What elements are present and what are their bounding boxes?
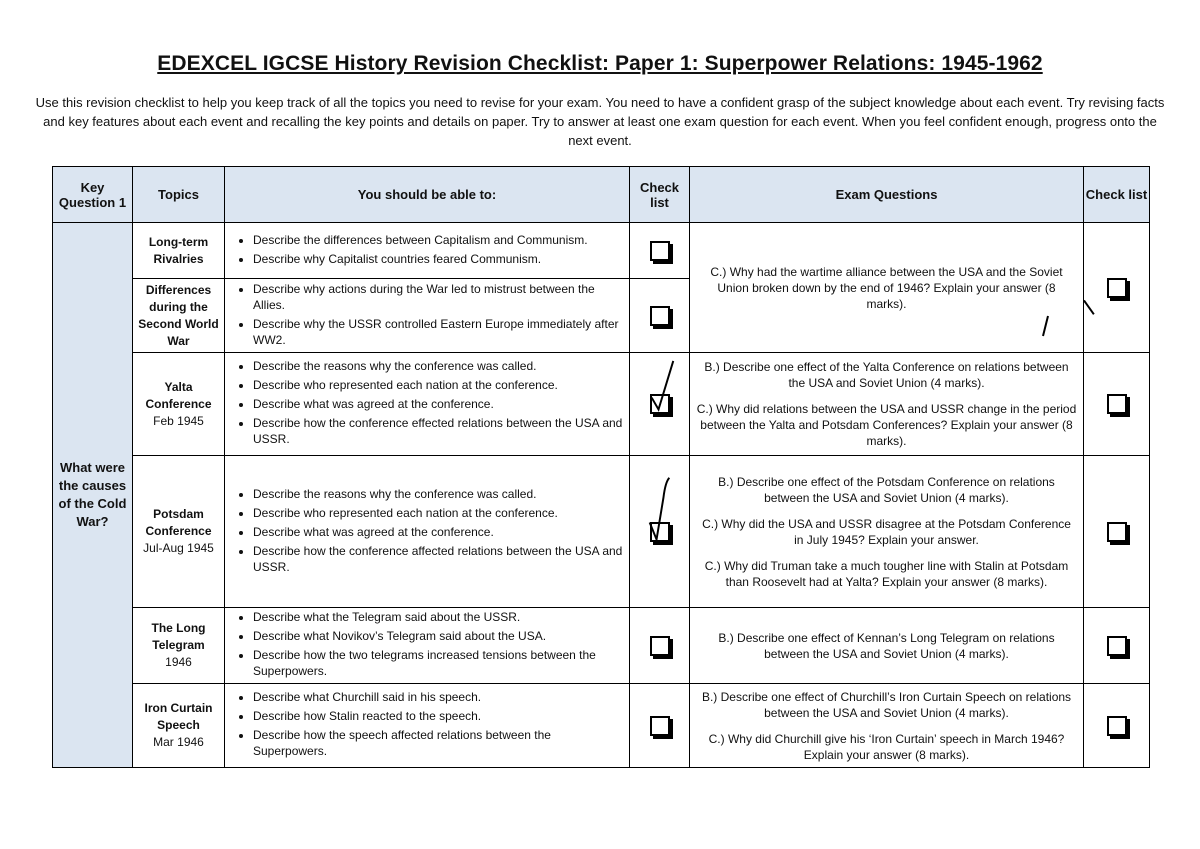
header-topics: Topics <box>133 167 225 223</box>
exam-checkbox-cell[interactable] <box>1084 223 1150 353</box>
checkbox[interactable] <box>650 394 670 414</box>
exam-checkbox-cell[interactable] <box>1084 353 1150 456</box>
key-question-cell: What were the causes of the Cold War? <box>53 223 133 768</box>
topic-cell: Differences during the Second World War <box>133 279 225 353</box>
topic-cell: Potsdam Conference Jul-Aug 1945 <box>133 456 225 608</box>
list-item: • Describe why Capitalist countries feared Communism. <box>253 251 623 267</box>
header-able-to: You should be able to: <box>225 167 630 223</box>
topic-cell: Iron Curtain Speech Mar 1946 <box>133 684 225 768</box>
exam-question-cell: B.) Describe one effect of the Potsdam Conference on relations between the USA and Soviet Union (4 marks). C.) Why did the USA and USSR disagree at the Potsdam Conference in July 1945? Explain your answer. C.) Why did Truman take a much tougher line with Stalin at Potsdam than Roosevelt had at Yalta? Explain your answer (8 marks). <box>690 456 1084 608</box>
header-key-question: Key Question 1 <box>53 167 133 223</box>
header-exam-questions: Exam Questions <box>690 167 1084 223</box>
exam-question-cell: C.) Why had the wartime alliance between the USA and the Soviet Union broken down by the end of 1946? Explain your answer (8 marks). <box>690 223 1084 353</box>
list-item: • Describe what Novikov’s Telegram said about the USA. <box>253 628 623 644</box>
checkbox[interactable] <box>1107 278 1127 298</box>
points-cell <box>225 353 630 456</box>
checkbox[interactable] <box>650 636 670 656</box>
header-checklist: Check list <box>630 167 690 223</box>
checkbox-cell[interactable] <box>630 684 690 768</box>
topic-cell: The Long Telegram 1946 <box>133 608 225 684</box>
points-cell <box>225 456 630 608</box>
points-cell <box>225 223 630 279</box>
points-cell <box>225 608 630 684</box>
checkbox[interactable] <box>1107 522 1127 542</box>
table-row <box>53 608 1150 684</box>
topic-cell: Long-term Rivalries <box>133 223 225 279</box>
checkbox-cell[interactable] <box>630 279 690 353</box>
points-cell <box>225 684 630 768</box>
table-row <box>53 684 1150 768</box>
checkbox[interactable] <box>650 306 670 326</box>
checkbox-cell-checked[interactable] <box>630 353 690 456</box>
list-item: • Describe the differences between Capitalism and Communism. <box>253 232 623 248</box>
list-item: • Describe how the speech affected relations between the Superpowers. <box>253 727 623 759</box>
list-item: • Describe how the conference affected relations between the USA and USSR. <box>253 543 623 575</box>
checkbox-cell-checked[interactable] <box>630 456 690 608</box>
list-item: • Describe who represented each nation at the conference. <box>253 505 623 521</box>
checkbox-cell[interactable] <box>630 608 690 684</box>
intro-paragraph: Use this revision checklist to help you keep track of all the topics you need to revise for your exam. You need to have a confident grasp of the subject knowledge about each event. Try revising facts and key features about each event and recalling the key points and details on paper. Try to answer at least one exam question for each event. When you feel confident enough, progress onto the next event. <box>35 95 1165 148</box>
pen-stroke-icon <box>1036 312 1056 342</box>
checkbox[interactable] <box>1107 716 1127 736</box>
topic-cell: Yalta Conference Feb 1945 <box>133 353 225 456</box>
list-item: • Describe the reasons why the conference was called. <box>253 358 623 374</box>
list-item: • Describe how Stalin reacted to the speech. <box>253 708 623 724</box>
list-item: • Describe what Churchill said in his speech. <box>253 689 623 705</box>
list-item: • Describe who represented each nation at the conference. <box>253 377 623 393</box>
exam-question-cell: B.) Describe one effect of the Yalta Conference on relations between the USA and Soviet Union (4 marks). C.) Why did relations between the USA and USSR change in the period between the Yalta and Potsdam Conferences? Explain your answer (8 marks). <box>690 353 1084 456</box>
list-item: • Describe what the Telegram said about the USSR. <box>253 609 623 625</box>
list-item: • Describe why the USSR controlled Eastern Europe immediately after WW2. <box>253 316 623 348</box>
table-row <box>53 223 1150 279</box>
list-item: • Describe how the two telegrams increased tensions between the Superpowers. <box>253 647 623 679</box>
header-checklist-2: Check list <box>1084 167 1150 223</box>
exam-checkbox-cell[interactable] <box>1084 608 1150 684</box>
exam-checkbox-cell[interactable] <box>1084 456 1150 608</box>
checkbox[interactable] <box>650 716 670 736</box>
exam-checkbox-cell[interactable] <box>1084 684 1150 768</box>
checkbox[interactable] <box>650 241 670 261</box>
checkbox[interactable] <box>650 522 670 542</box>
checkbox[interactable] <box>1107 394 1127 414</box>
table-row <box>53 353 1150 456</box>
table-row <box>53 456 1150 608</box>
list-item: • Describe what was agreed at the conference. <box>253 524 623 540</box>
list-item: • Describe how the conference effected relations between the USA and USSR. <box>253 415 623 447</box>
checkbox-cell[interactable] <box>630 223 690 279</box>
exam-question-cell: B.) Describe one effect of Kennan’s Long Telegram on relations between the USA and Soviet Union (4 marks). <box>690 608 1084 684</box>
page-title: EDEXCEL IGCSE History Revision Checklist: Paper 1: Superpower Relations: 1945-1962 <box>157 52 1043 75</box>
exam-question-cell: B.) Describe one effect of Churchill’s Iron Curtain Speech on relations between the USA and Soviet Union (4 marks). C.) Why did Churchill give his ‘Iron Curtain’ speech in March 1946? Explain your answer (8 marks). <box>690 684 1084 768</box>
checkbox[interactable] <box>1107 636 1127 656</box>
points-cell <box>225 279 630 353</box>
revision-checklist-table <box>52 166 1150 768</box>
list-item: • Describe what was agreed at the conference. <box>253 396 623 412</box>
list-item: • Describe the reasons why the conference was called. <box>253 486 623 502</box>
list-item: • Describe why actions during the War led to mistrust between the Allies. <box>253 281 623 313</box>
